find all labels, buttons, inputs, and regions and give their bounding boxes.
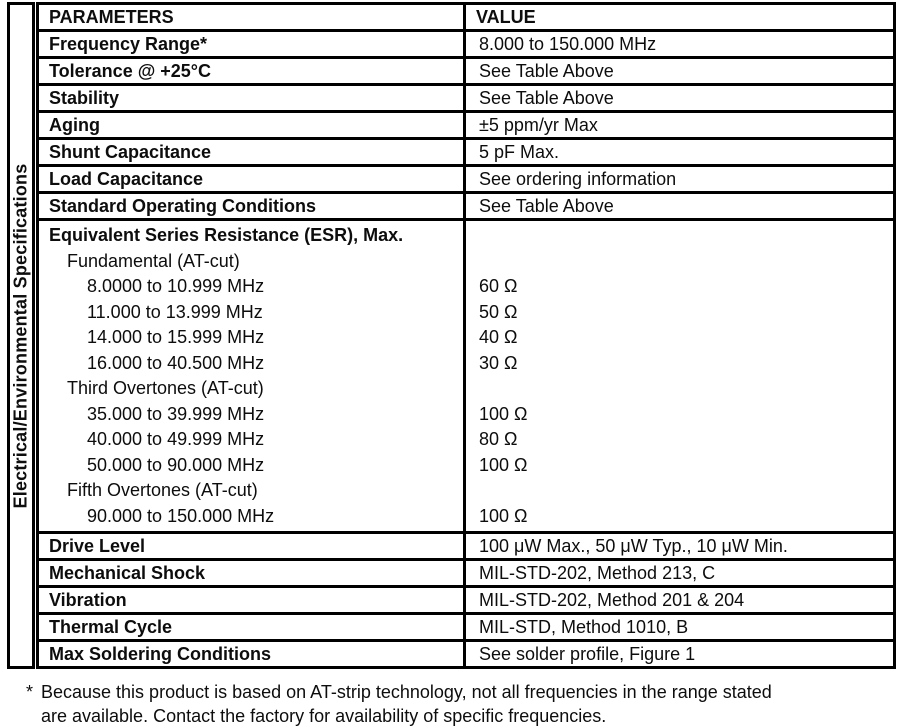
param-cell: Thermal Cycle xyxy=(38,614,465,641)
esr-value-line: 80 Ω xyxy=(479,429,518,449)
esr-line: 50.000 to 90.000 MHz xyxy=(87,454,265,475)
param-cell: Shunt Capacitance xyxy=(38,139,465,166)
param-cell: Frequency Range* xyxy=(38,31,465,58)
table-row xyxy=(38,166,895,193)
side-label: Electrical/Environmental Specifications xyxy=(10,163,31,508)
esr-value-line: 30 Ω xyxy=(479,352,518,373)
table-row xyxy=(38,587,895,614)
esr-value-line: 100 Ω xyxy=(479,403,528,424)
esr-line: Fundamental (AT-cut) xyxy=(67,250,240,271)
side-label-cell xyxy=(7,2,35,669)
esr-line: 40.000 to 49.999 MHz xyxy=(87,429,265,449)
table-row xyxy=(38,85,895,112)
esr-value-line xyxy=(466,223,893,249)
param-cell: Mechanical Shock xyxy=(38,560,465,587)
spec-table-body xyxy=(38,4,895,668)
esr-value-lines xyxy=(465,220,895,533)
esr-line: Third Overtones (AT-cut) xyxy=(67,378,264,398)
column-header-parameters: PARAMETERS xyxy=(38,4,465,31)
param-cell: Load Capacitance xyxy=(38,166,465,193)
table-row xyxy=(38,193,895,220)
esr-value-line: 100 Ω xyxy=(479,505,528,526)
esr-value-line xyxy=(466,249,893,275)
value-cell: See Table Above xyxy=(465,193,895,220)
table-row xyxy=(38,641,895,668)
param-cell: Drive Level xyxy=(38,533,465,560)
esr-line: 14.000 to 15.999 MHz xyxy=(87,327,265,347)
esr-value-line: 100 Ω xyxy=(479,454,528,475)
value-cell: MIL-STD-202, Method 213, C xyxy=(465,560,895,587)
esr-param-lines xyxy=(38,220,465,533)
footnote-line-1: Because this product is based on AT-strip technology, not all frequencies in the range stated xyxy=(41,682,772,702)
table-row xyxy=(38,139,895,166)
parameters-table xyxy=(36,2,896,669)
value-cell: ±5 ppm/yr Max xyxy=(465,112,895,139)
table-row xyxy=(38,560,895,587)
table-row xyxy=(38,58,895,85)
param-cell: Stability xyxy=(38,85,465,112)
table-row xyxy=(38,533,895,560)
value-cell: 5 pF Max. xyxy=(465,139,895,166)
esr-value-line: 50 Ω xyxy=(479,301,518,322)
esr-block-row xyxy=(38,220,895,533)
value-cell: See ordering information xyxy=(465,166,895,193)
table-row xyxy=(38,31,895,58)
value-cell: 100 μW Max., 50 μW Typ., 10 μW Min. xyxy=(465,533,895,560)
esr-value-line xyxy=(466,376,893,402)
esr-value-line: 40 Ω xyxy=(479,327,518,347)
esr-line: Fifth Overtones (AT-cut) xyxy=(67,480,258,500)
param-cell: Tolerance @ +25°C xyxy=(38,58,465,85)
footnote-marker: * xyxy=(26,682,34,702)
footnote-text xyxy=(41,680,896,728)
esr-line: 16.000 to 40.500 MHz xyxy=(87,352,265,373)
value-cell: See solder profile, Figure 1 xyxy=(465,641,895,668)
esr-line: 90.000 to 150.000 MHz xyxy=(87,505,275,526)
footnote xyxy=(26,680,896,728)
esr-line: 35.000 to 39.999 MHz xyxy=(87,403,265,424)
table-row xyxy=(38,614,895,641)
column-header-value: VALUE xyxy=(465,4,895,31)
table-row xyxy=(38,112,895,139)
esr-value-line: 60 Ω xyxy=(479,276,518,296)
value-cell: MIL-STD, Method 1010, B xyxy=(465,614,895,641)
param-cell: Standard Operating Conditions xyxy=(38,193,465,220)
value-cell: See Table Above xyxy=(465,58,895,85)
param-cell: Vibration xyxy=(38,587,465,614)
esr-line: Equivalent Series Resistance (ESR), Max. xyxy=(49,225,404,245)
spec-section xyxy=(7,2,896,669)
value-cell: See Table Above xyxy=(465,85,895,112)
value-cell: 8.000 to 150.000 MHz xyxy=(465,31,895,58)
footnote-line-2: are available. Contact the factory for availability of specific frequencies. xyxy=(41,706,607,726)
esr-value-line xyxy=(466,478,893,504)
esr-line: 11.000 to 13.999 MHz xyxy=(87,301,263,322)
table-header-row xyxy=(38,4,895,31)
param-cell: Aging xyxy=(38,112,465,139)
value-cell: MIL-STD-202, Method 201 & 204 xyxy=(465,587,895,614)
esr-line: 8.0000 to 10.999 MHz xyxy=(87,276,265,296)
param-cell: Max Soldering Conditions xyxy=(38,641,465,668)
